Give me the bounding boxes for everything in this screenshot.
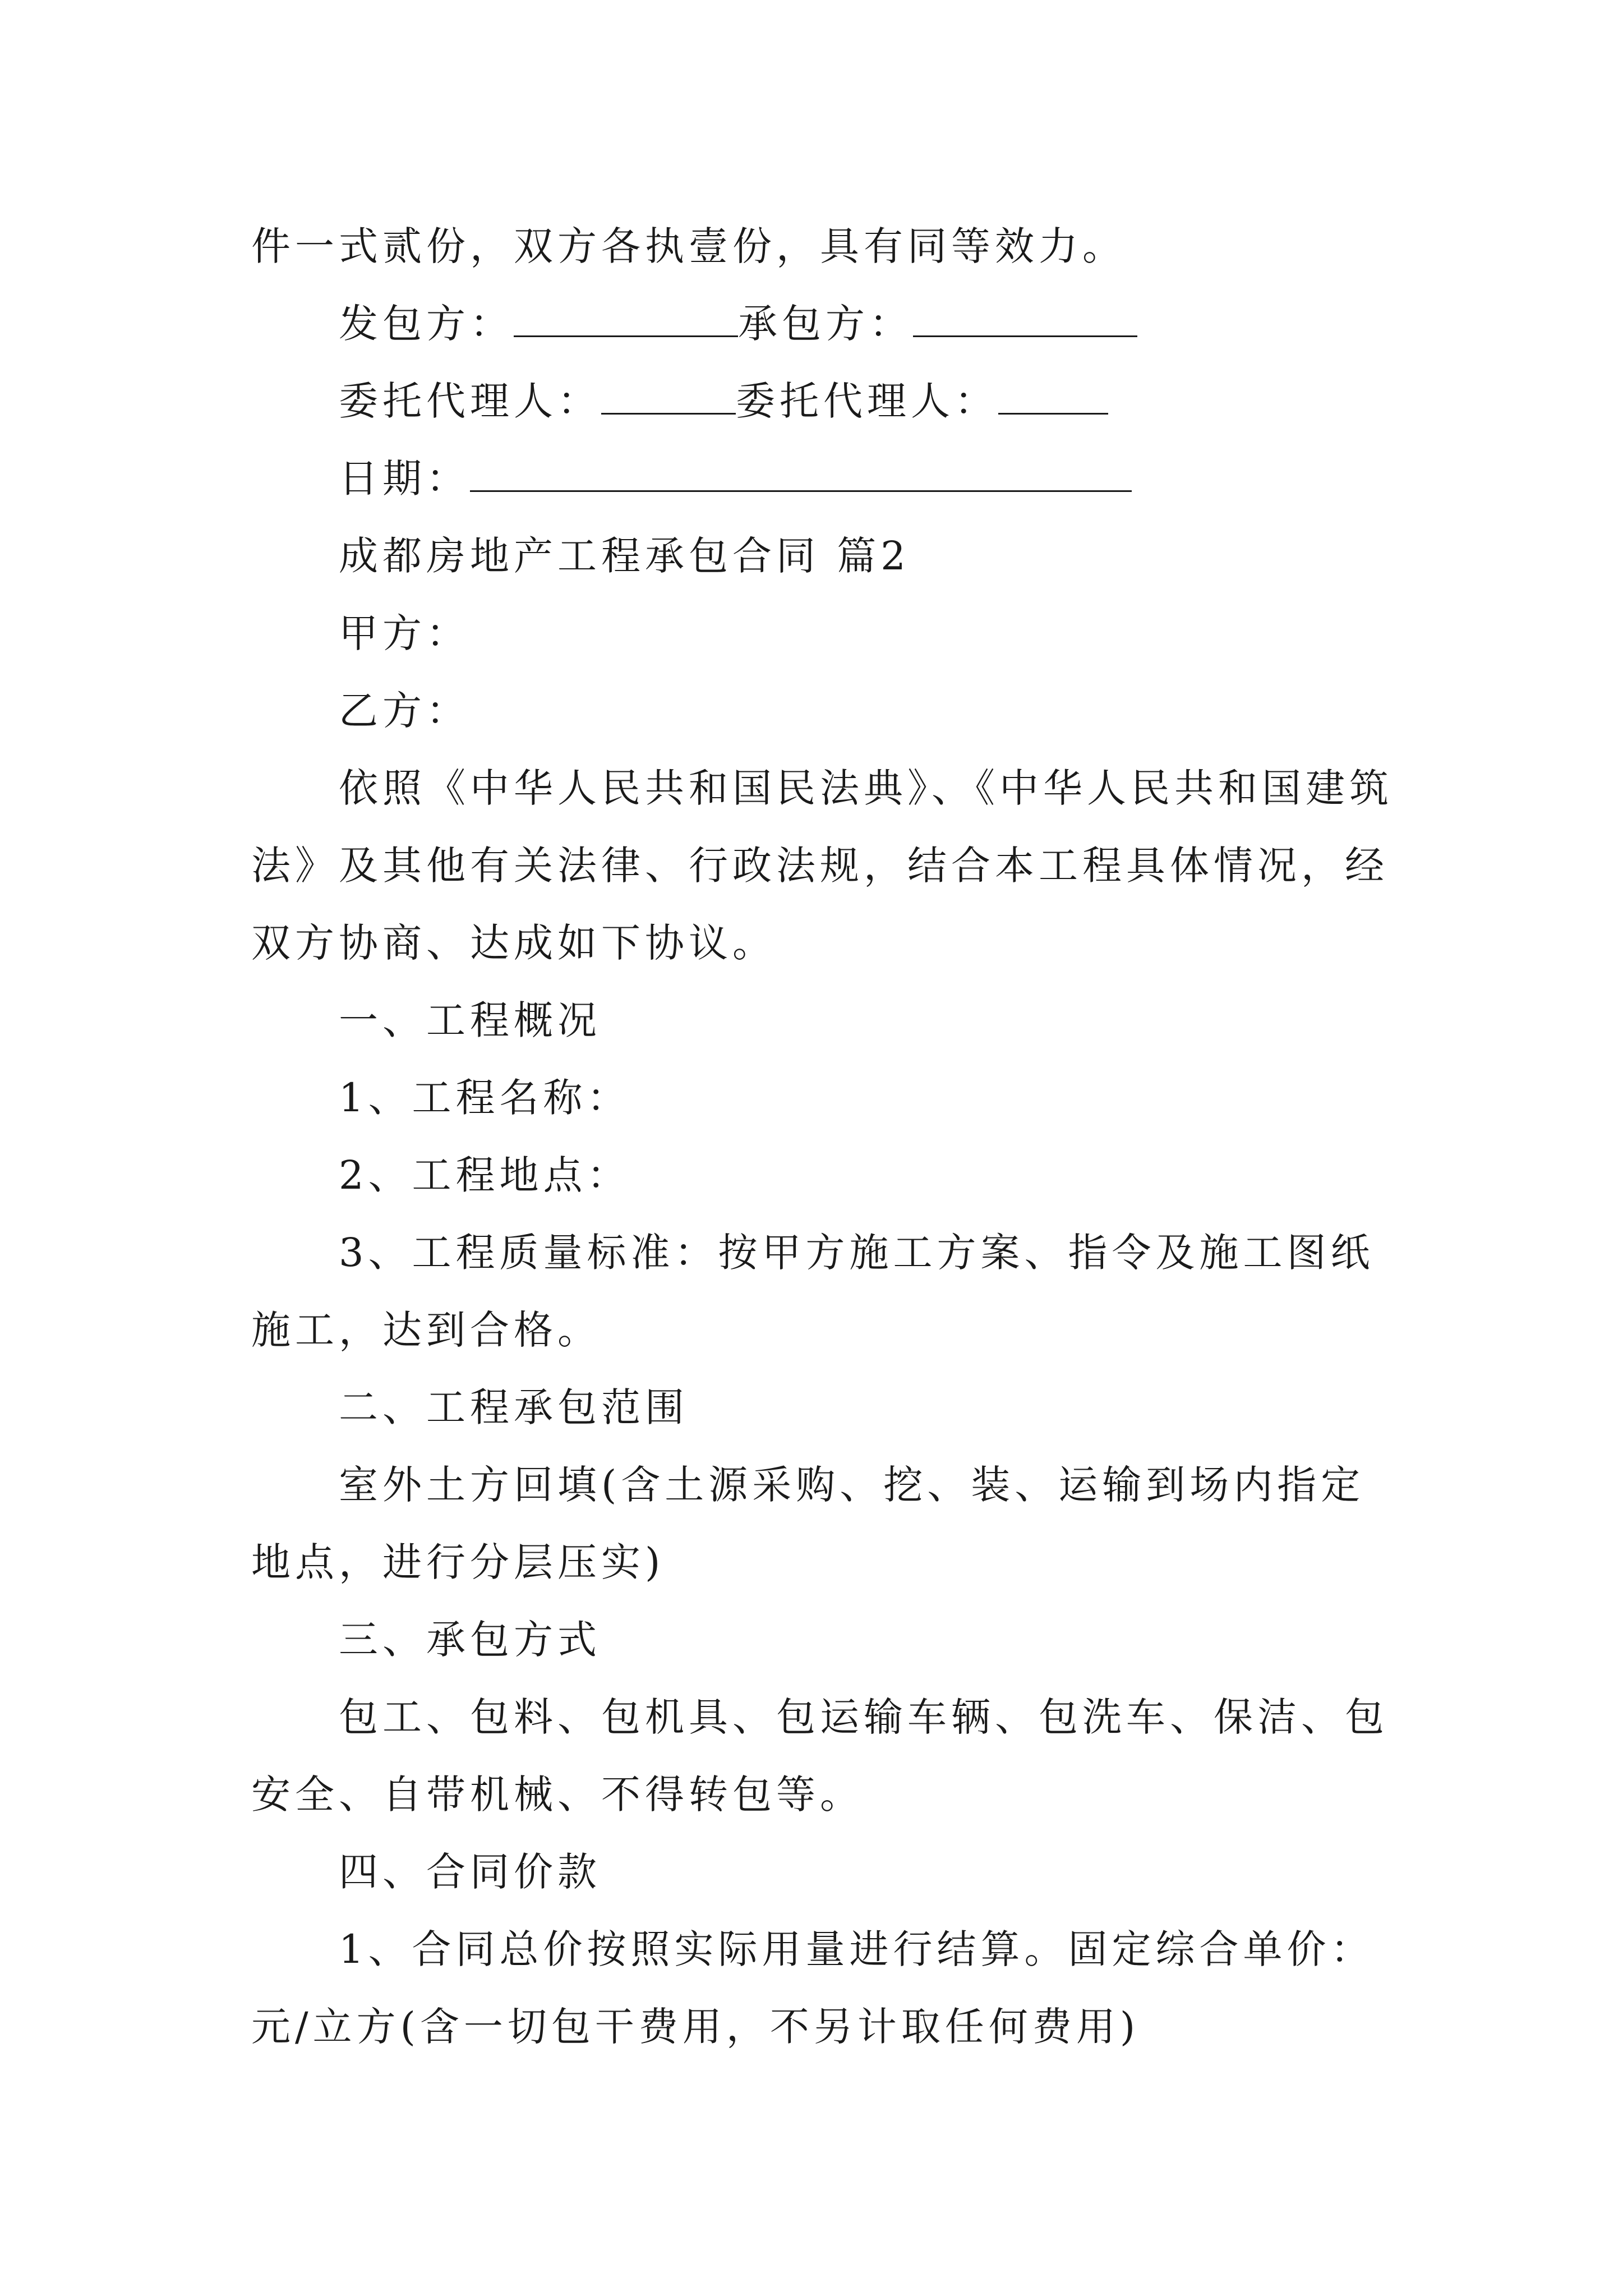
date-label: 日期：	[339, 455, 470, 501]
scope-line-2: 地点，进行分层压实)	[251, 1539, 665, 1585]
project-name-item: 1、工程名称：	[339, 1075, 631, 1121]
preamble-line-3: 双方协商、达成如下协议。	[251, 920, 776, 966]
price-line-1: 1、合同总价按照实际用量进行结算。固定综合单价：	[339, 1926, 1375, 1972]
agent-blank-2	[998, 381, 1108, 415]
contractor-blank	[913, 304, 1137, 337]
signature-agents-line	[251, 362, 1390, 440]
paragraph-continuation: 件一式贰份，双方各执壹份，具有同等效力。	[251, 223, 1126, 269]
agent-label-1: 委托代理人：	[339, 378, 601, 424]
scope-line-1: 室外土方回填(含土源采购、挖、装、运输到场内指定	[339, 1462, 1365, 1508]
employer-blank	[514, 304, 738, 337]
agent-blank-1	[601, 381, 736, 415]
method-line-1: 包工、包料、包机具、包运输车辆、包洗车、保洁、包	[339, 1694, 1389, 1740]
section-title: 成都房地产工程承包合同 篇2	[339, 533, 910, 579]
signature-date-line	[251, 440, 1390, 517]
employer-label: 发包方：	[339, 301, 514, 347]
party-b-label: 乙方：	[339, 688, 470, 734]
party-a-label: 甲方：	[339, 610, 470, 656]
heading-contract-price: 四、合同价款	[339, 1849, 601, 1895]
project-location-item: 2、工程地点：	[339, 1152, 631, 1198]
quality-standard-line-1: 3、工程质量标准：按甲方施工方案、指令及施工图纸	[339, 1230, 1375, 1276]
contract-body	[251, 208, 1393, 2065]
method-line-2: 安全、自带机械、不得转包等。	[251, 1772, 864, 1818]
quality-standard-line-2: 施工，达到合格。	[251, 1307, 601, 1353]
signature-parties-line	[251, 285, 1390, 362]
price-line-2: 元/立方(含一切包干费用，不另计取任何费用)	[251, 2004, 1140, 2050]
contractor-label: 承包方：	[738, 301, 913, 347]
heading-project-overview: 一、工程概况	[339, 997, 601, 1043]
date-blank	[470, 459, 1132, 492]
agent-label-2: 委托代理人：	[736, 378, 998, 424]
heading-scope: 二、工程承包范围	[339, 1384, 689, 1430]
preamble-line-2: 法》及其他有关法律、行政法规，结合本工程具体情况，经	[251, 843, 1389, 889]
preamble-line-1: 依照《中华人民共和国民法典》、《中华人民共和国建筑	[339, 765, 1393, 811]
heading-contract-method: 三、承包方式	[339, 1617, 601, 1663]
